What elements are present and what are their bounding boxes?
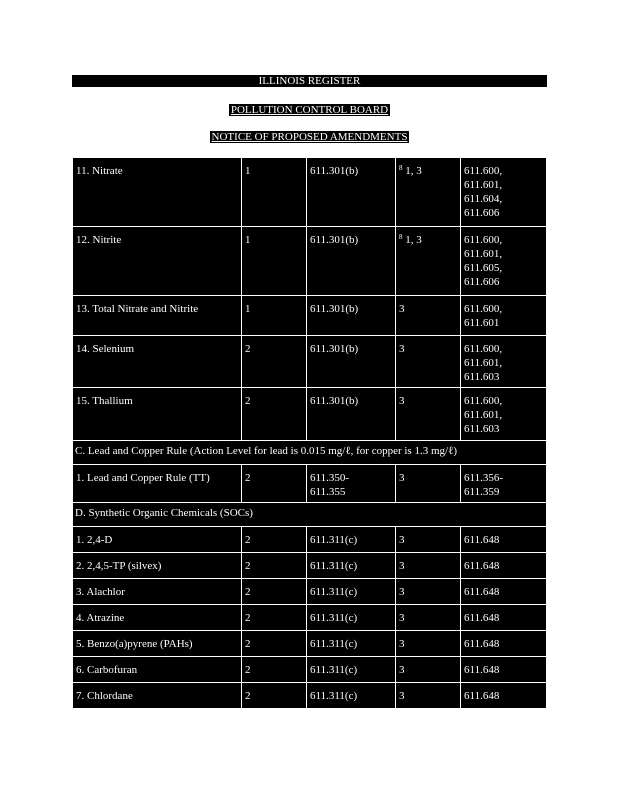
related-sections: 611.648 [461, 657, 547, 683]
table-row [73, 227, 547, 296]
contaminant-name: 6. Carbofuran [73, 657, 242, 683]
col2-value: 2 [242, 527, 307, 553]
section-ref: 611.301(b) [307, 158, 396, 227]
related-sections: 611.600, 611.601, 611.603 [461, 388, 547, 441]
board-title: POLLUTION CONTROL BOARD [230, 104, 389, 116]
related-sections: 611.600, 611.601 [461, 296, 547, 336]
notice-title: NOTICE OF PROPOSED AMENDMENTS [211, 131, 408, 143]
col2-value: 2 [242, 631, 307, 657]
section-ref: 611.301(b) [307, 227, 396, 296]
col2-value: 1 [242, 296, 307, 336]
section-ref: 611.301(b) [307, 296, 396, 336]
col4-value: 3 [396, 465, 461, 503]
table-section-lead-copper [73, 441, 547, 527]
table-section-soc [73, 527, 547, 709]
contaminant-name: 13. Total Nitrate and Nitrite [73, 296, 242, 336]
col4-value: 3 [396, 388, 461, 441]
col4-text: 1, 3 [402, 165, 422, 177]
table-row [73, 527, 547, 553]
col2-value: 2 [242, 683, 307, 709]
related-sections: 611.648 [461, 527, 547, 553]
col4-value: 3 [396, 605, 461, 631]
section-heading-row [73, 503, 547, 527]
table-row [73, 465, 547, 503]
col2-value: 2 [242, 336, 307, 388]
related-sections: 611.600, 611.601, 611.603 [461, 336, 547, 388]
col2-value: 2 [242, 465, 307, 503]
related-sections: 611.648 [461, 579, 547, 605]
section-ref: 611.301(b) [307, 336, 396, 388]
col4-value: 3 [396, 336, 461, 388]
register-title: ILLINOIS REGISTER [258, 75, 361, 87]
table-row [73, 631, 547, 657]
section-ref: 611.311(c) [307, 631, 396, 657]
related-sections: 611.600, 611.601, 611.604, 611.606 [461, 158, 547, 227]
section-ref: 611.301(b) [307, 388, 396, 441]
col4-value: 3 [396, 527, 461, 553]
col4-value: 3 [396, 631, 461, 657]
related-sections: 611.648 [461, 683, 547, 709]
register-header [72, 75, 547, 87]
table-row [73, 683, 547, 709]
related-sections: 611.648 [461, 553, 547, 579]
col4-value [396, 227, 461, 296]
col2-value: 1 [242, 227, 307, 296]
col2-value: 2 [242, 553, 307, 579]
col4-value: 3 [396, 683, 461, 709]
col2-value: 2 [242, 579, 307, 605]
section-ref: 611.311(c) [307, 553, 396, 579]
col4-value: 3 [396, 579, 461, 605]
section-ref: 611.311(c) [307, 605, 396, 631]
contaminant-name: 1. 2,4-D [73, 527, 242, 553]
col2-value: 2 [242, 605, 307, 631]
contaminant-name: 12. Nitrite [73, 227, 242, 296]
section-ref: 611.311(c) [307, 579, 396, 605]
section-d-heading: D. Synthetic Organic Chemicals (SOCs) [73, 503, 547, 527]
table-row [73, 605, 547, 631]
col4-text: 1, 3 [402, 234, 422, 246]
contaminant-name: 15. Thallium [73, 388, 242, 441]
contaminant-name: 5. Benzo(a)pyrene (PAHs) [73, 631, 242, 657]
col2-value: 2 [242, 388, 307, 441]
section-c-heading: C. Lead and Copper Rule (Action Level for lead is 0.015 mg/ℓ, for copper is 1.3 mg/ℓ) [73, 441, 547, 465]
footnote-mark: 8 [399, 164, 403, 172]
section-heading-row [73, 441, 547, 465]
table-row [73, 158, 547, 227]
table-row [73, 388, 547, 441]
table-row [73, 336, 547, 388]
col2-value: 1 [242, 158, 307, 227]
table-section-inorganic [73, 158, 547, 441]
section-ref: 611.311(c) [307, 683, 396, 709]
board-header [72, 104, 547, 116]
contaminant-table [72, 157, 547, 709]
col2-value: 2 [242, 657, 307, 683]
related-sections: 611.648 [461, 631, 547, 657]
contaminant-name: 11. Nitrate [73, 158, 242, 227]
col4-value: 3 [396, 657, 461, 683]
related-sections: 611.648 [461, 605, 547, 631]
contaminant-name: 3. Alachlor [73, 579, 242, 605]
col4-value: 3 [396, 296, 461, 336]
contaminant-name: 4. Atrazine [73, 605, 242, 631]
notice-header [72, 131, 547, 143]
col4-value [396, 158, 461, 227]
table-row [73, 579, 547, 605]
table-row [73, 657, 547, 683]
related-sections: 611.356- 611.359 [461, 465, 547, 503]
contaminant-name: 1. Lead and Copper Rule (TT) [73, 465, 242, 503]
contaminant-name: 7. Chlordane [73, 683, 242, 709]
related-sections: 611.600, 611.601, 611.605, 611.606 [461, 227, 547, 296]
table-row [73, 296, 547, 336]
section-ref: 611.350- 611.355 [307, 465, 396, 503]
footnote-mark: 8 [399, 233, 403, 241]
section-ref: 611.311(c) [307, 657, 396, 683]
contaminant-name: 2. 2,4,5-TP (silvex) [73, 553, 242, 579]
col4-value: 3 [396, 553, 461, 579]
contaminant-name: 14. Selenium [73, 336, 242, 388]
section-ref: 611.311(c) [307, 527, 396, 553]
table-row [73, 553, 547, 579]
